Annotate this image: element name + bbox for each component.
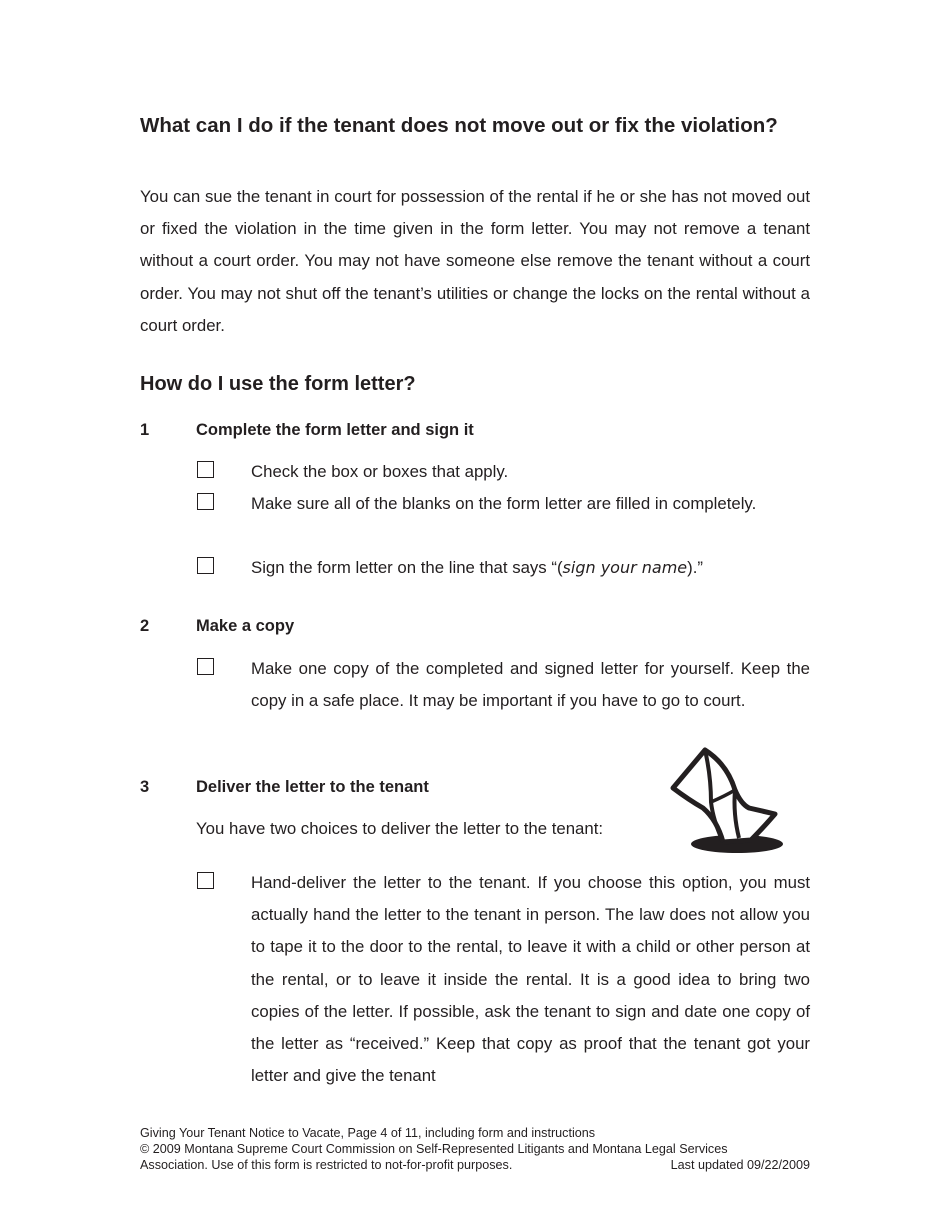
checklist-item-text: Make sure all of the blanks on the form letter are filled in completely. xyxy=(251,494,757,513)
checklist-item-text: Check the box or boxes that apply. xyxy=(251,462,509,481)
page-footer xyxy=(140,1125,810,1173)
step-title: Make a copy xyxy=(196,617,295,635)
footer-restriction: Association. Use of this form is restricted to not-for-profit purposes. xyxy=(140,1158,513,1172)
footer-line-2: © 2009 Montana Supreme Court Commission on Self-Represented Litigants and Montana Legal Services xyxy=(140,1142,728,1156)
step-3-intro: You have two choices to deliver the letter to the tenant: xyxy=(196,819,604,838)
sign-your-name-italic: sign your name xyxy=(562,558,688,577)
checklist-item-fill-blanks xyxy=(197,488,810,520)
sign-text-after: ).” xyxy=(687,558,703,577)
checklist-item-hand-deliver xyxy=(197,867,810,1092)
checklist-item-check-boxes xyxy=(197,456,810,488)
checklist-item-text xyxy=(251,552,810,584)
section-heading-use-form-letter: How do I use the form letter? xyxy=(140,373,416,395)
checkbox-icon xyxy=(197,461,214,478)
checklist-item-text: Hand-deliver the letter to the tenant. If you choose this option, you must actually hand the letter to the tenant in person. The law does not allow you to tape it to the door to the rental, to leave it with a child or other person at the rental, or to leave it inside the rental. It is a good idea to bring two copies of the letter. If possible, ask the tenant to sign and date one copy of the letter as “received.” Keep that copy as proof that the tenant got your letter and give the tenant xyxy=(251,873,810,1086)
hand-delivered-letter-icon xyxy=(667,746,787,856)
checklist-item-text: Make one copy of the completed and signed letter for yourself. Keep the copy in a safe place. It may be important if you have to go to court. xyxy=(251,659,810,711)
checklist-item-sign-letter xyxy=(197,552,810,584)
step-number: 2 xyxy=(140,617,150,635)
footer-line-3 xyxy=(140,1157,810,1173)
sign-text-before: Sign the form letter on the line that says “( xyxy=(251,558,563,577)
checkbox-icon xyxy=(197,493,214,510)
checkbox-icon xyxy=(197,872,214,889)
section-body-tenant-not-moving: You can sue the tenant in court for possession of the rental if he or she has not moved out or fixed the violation in the time given in the form letter. You may not remove a tenant without a court order. You may not have someone else remove the tenant without a court order. You may not shut off the tenant’s utilities or change the locks on the rental without a court order. xyxy=(140,187,810,335)
checkbox-icon xyxy=(197,557,214,574)
step-title: Complete the form letter and sign it xyxy=(196,421,474,439)
step-number: 3 xyxy=(140,778,150,796)
checkbox-icon xyxy=(197,658,214,675)
step-title: Deliver the letter to the tenant xyxy=(196,778,429,796)
footer-last-updated: Last updated 09/22/2009 xyxy=(670,1158,810,1172)
footer-line-1: Giving Your Tenant Notice to Vacate, Page 4 of 11, including form and instructions xyxy=(140,1126,596,1140)
step-number: 1 xyxy=(140,421,150,439)
checklist-item-make-copy xyxy=(197,653,810,717)
section-heading-tenant-not-moving: What can I do if the tenant does not move out or fix the violation? xyxy=(140,114,778,137)
